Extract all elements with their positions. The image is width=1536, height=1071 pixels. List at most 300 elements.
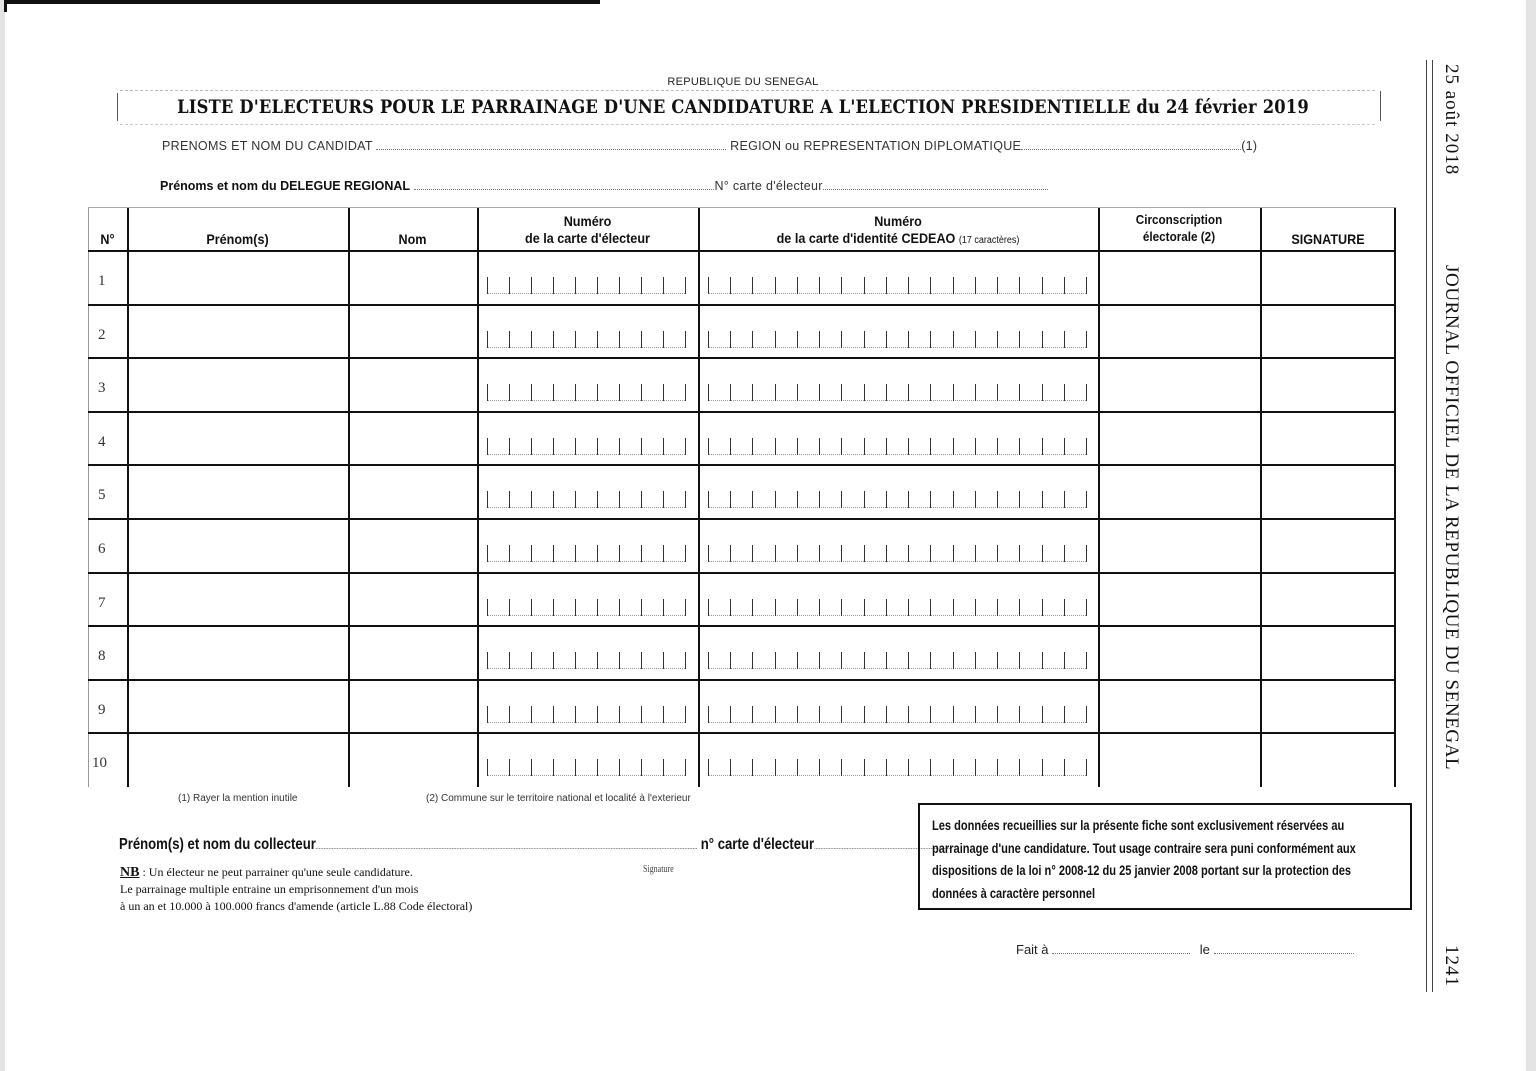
char-slot-baseline — [487, 507, 685, 509]
cedeao-header-line1: Numéro — [874, 213, 922, 229]
char-slot-tick — [975, 652, 976, 669]
column-header-num: N° — [100, 231, 115, 247]
char-slot-tick — [487, 545, 488, 562]
char-slot-tick — [708, 277, 709, 294]
document-title: LISTE D'ELECTEURS POUR LE PARRAINAGE D'UNE CANDIDATURE A L'ELECTION PRESIDENTIELLE du 24 février 2019 — [177, 96, 1309, 118]
signature-cell[interactable] — [1262, 305, 1394, 357]
title-rule-top — [120, 90, 1375, 91]
table-row — [88, 412, 1396, 466]
char-slot-tick — [708, 706, 709, 723]
char-slot-tick — [953, 706, 954, 723]
table-row — [88, 251, 1396, 305]
char-slot-tick — [775, 277, 776, 294]
char-slot-tick — [864, 652, 865, 669]
char-slot-tick — [575, 759, 576, 776]
delegate-label: Prénoms et nom du DELEGUE REGIONAL — [160, 179, 411, 193]
char-slot-tick — [553, 706, 554, 723]
char-slot-tick — [1064, 545, 1065, 562]
region-input-line[interactable] — [1021, 139, 1241, 150]
char-slot-tick — [1086, 491, 1087, 508]
char-slot-tick — [553, 331, 554, 348]
fait-input-line[interactable] — [1052, 943, 1190, 954]
notice-text: Les données recueillies sur la présente fiche sont exclusivement réservées au parrainage d'une candidature. Tout usage contraire sera puni conformément aux dispositions de la loi n° 2008-12 du 25 janvier 2008 portant sur la protection des données à caractère personnel — [932, 818, 1356, 901]
char-slot-tick — [1086, 438, 1087, 455]
voter-card-number-input[interactable] — [487, 358, 685, 412]
char-slot-tick — [575, 491, 576, 508]
char-slot-tick — [1042, 706, 1043, 723]
nom-cell[interactable] — [350, 465, 477, 517]
char-slot-tick — [997, 706, 998, 723]
voter-card-number-input[interactable] — [487, 680, 685, 734]
char-slot-tick — [708, 599, 709, 616]
cedeao-number-input[interactable] — [708, 251, 1086, 305]
char-slot-tick — [1064, 438, 1065, 455]
row-number: 5 — [98, 487, 106, 503]
char-slot-tick — [908, 652, 909, 669]
table-row — [88, 519, 1396, 573]
voter-card-number-input[interactable] — [487, 251, 685, 305]
char-slot-tick — [841, 438, 842, 455]
char-slot-tick — [1019, 545, 1020, 562]
signature-cell[interactable] — [1262, 680, 1394, 732]
char-slot-tick — [597, 706, 598, 723]
char-slot-tick — [908, 706, 909, 723]
char-slot-tick — [597, 384, 598, 401]
char-slot-tick — [509, 331, 510, 348]
char-slot-tick — [1086, 331, 1087, 348]
char-slot-tick — [663, 331, 664, 348]
prenom-cell[interactable] — [129, 465, 348, 517]
char-slot-tick — [597, 331, 598, 348]
char-slot-tick — [975, 706, 976, 723]
prenom-cell[interactable] — [129, 412, 348, 464]
char-slot-baseline — [708, 561, 1086, 563]
char-slot-tick — [663, 652, 664, 669]
char-slot-baseline — [708, 668, 1086, 670]
char-slot-tick — [797, 599, 798, 616]
char-slot-tick — [663, 491, 664, 508]
char-slot-baseline — [708, 293, 1086, 295]
char-slot-tick — [930, 331, 931, 348]
footnote-1: (1) Rayer la mention inutile — [178, 793, 298, 804]
voter-card-number-input[interactable] — [487, 573, 685, 627]
char-slot-tick — [886, 545, 887, 562]
char-slot-tick — [1086, 545, 1087, 562]
char-slot-tick — [1042, 438, 1043, 455]
column-header-signature: SIGNATURE — [1291, 231, 1365, 247]
char-slot-tick — [531, 491, 532, 508]
signature-cell[interactable] — [1262, 733, 1394, 785]
char-slot-tick — [886, 599, 887, 616]
voter-card-header-line1: Numéro — [563, 213, 612, 229]
char-slot-tick — [641, 652, 642, 669]
cedeao-number-input[interactable] — [708, 519, 1086, 573]
nb-label: NB — [120, 865, 140, 880]
cedeao-number-input[interactable] — [708, 305, 1086, 359]
circonscription-cell[interactable] — [1100, 680, 1260, 732]
char-slot-tick — [663, 277, 664, 294]
char-slot-tick — [1042, 759, 1043, 776]
char-slot-tick — [685, 277, 686, 294]
char-slot-tick — [908, 491, 909, 508]
voter-card-number-input[interactable] — [487, 305, 685, 359]
footnote-2: (2) Commune sur le territoire national et localité à l'exterieur — [426, 793, 691, 804]
char-slot-tick — [619, 599, 620, 616]
circonscription-cell[interactable] — [1100, 626, 1260, 678]
table-row — [88, 305, 1396, 359]
table-row — [88, 465, 1396, 519]
nom-cell[interactable] — [350, 412, 477, 464]
char-slot-tick — [975, 545, 976, 562]
char-slot-tick — [708, 384, 709, 401]
char-slot-tick — [730, 438, 731, 455]
char-slot-tick — [841, 759, 842, 776]
char-slot-tick — [841, 652, 842, 669]
char-slot-baseline — [708, 347, 1086, 349]
char-slot-tick — [575, 438, 576, 455]
char-slot-tick — [575, 384, 576, 401]
char-slot-tick — [819, 277, 820, 294]
prenom-cell[interactable] — [129, 573, 348, 625]
table-top-border — [88, 207, 1396, 208]
char-slot-tick — [997, 331, 998, 348]
char-slot-tick — [641, 438, 642, 455]
prenom-cell[interactable] — [129, 626, 348, 678]
char-slot-tick — [819, 759, 820, 776]
char-slot-tick — [752, 599, 753, 616]
char-slot-baseline — [487, 775, 685, 777]
voter-card-number-input[interactable] — [487, 412, 685, 466]
country-heading: REPUBLIQUE DU SENEGAL — [667, 76, 819, 88]
char-slot-tick — [953, 759, 954, 776]
row-number: 2 — [98, 327, 106, 343]
char-slot-tick — [619, 652, 620, 669]
char-slot-tick — [953, 491, 954, 508]
scan-edge-corner — [4, 0, 7, 12]
voter-card-number-input[interactable] — [487, 465, 685, 519]
char-slot-tick — [641, 491, 642, 508]
row-number: 6 — [98, 541, 106, 557]
char-slot-tick — [908, 759, 909, 776]
char-slot-tick — [975, 759, 976, 776]
signature-cell[interactable] — [1262, 626, 1394, 678]
nom-cell[interactable] — [350, 680, 477, 732]
delegate-card-input-line[interactable] — [823, 179, 1048, 190]
char-slot-tick — [908, 599, 909, 616]
collector-name-input-line[interactable] — [316, 838, 697, 849]
char-slot-tick — [575, 652, 576, 669]
nb-line1: : Un électeur ne peut parrainer qu'une seule candidature. — [139, 865, 413, 879]
column-header-cedeao — [718, 213, 1078, 249]
nom-cell[interactable] — [350, 626, 477, 678]
signature-cell[interactable] — [1262, 465, 1394, 517]
char-slot-tick — [685, 491, 686, 508]
nb-line2: Le parrainage multiple entraine un emprisonnement d'un mois — [120, 882, 419, 896]
char-slot-baseline — [708, 454, 1086, 456]
char-slot-tick — [663, 545, 664, 562]
char-slot-tick — [553, 545, 554, 562]
le-input-line[interactable] — [1214, 943, 1354, 954]
prenom-cell[interactable] — [129, 251, 348, 303]
char-slot-tick — [509, 652, 510, 669]
char-slot-tick — [908, 545, 909, 562]
circonscription-cell[interactable] — [1100, 305, 1260, 357]
char-slot-tick — [531, 277, 532, 294]
char-slot-tick — [908, 384, 909, 401]
char-slot-tick — [841, 599, 842, 616]
cedeao-number-input[interactable] — [708, 680, 1086, 734]
row-number: 3 — [98, 380, 106, 396]
region-label: REGION ou REPRESENTATION DIPLOMATIQUE — [730, 139, 1022, 153]
margin-rule-outer — [1426, 60, 1427, 992]
char-slot-tick — [819, 545, 820, 562]
prenom-cell[interactable] — [129, 680, 348, 732]
char-slot-tick — [1019, 599, 1020, 616]
char-slot-tick — [1086, 652, 1087, 669]
char-slot-tick — [1064, 706, 1065, 723]
char-slot-baseline — [708, 507, 1086, 509]
char-slot-tick — [752, 331, 753, 348]
signature-cell[interactable] — [1262, 358, 1394, 410]
table-row — [88, 358, 1396, 412]
char-slot-tick — [730, 384, 731, 401]
char-slot-tick — [1019, 759, 1020, 776]
char-slot-tick — [1042, 599, 1043, 616]
char-slot-tick — [531, 599, 532, 616]
prenom-cell[interactable] — [129, 305, 348, 357]
voter-card-number-input[interactable] — [487, 626, 685, 680]
scan-edge-left — [0, 0, 5, 1071]
char-slot-baseline — [487, 722, 685, 724]
le-label: le — [1199, 942, 1210, 957]
char-slot-tick — [797, 331, 798, 348]
char-slot-tick — [641, 706, 642, 723]
signature-cell[interactable] — [1262, 573, 1394, 625]
voter-card-number-input[interactable] — [487, 519, 685, 573]
char-slot-tick — [597, 599, 598, 616]
char-slot-tick — [886, 759, 887, 776]
char-slot-tick — [1086, 759, 1087, 776]
char-slot-tick — [1019, 652, 1020, 669]
char-slot-tick — [641, 759, 642, 776]
char-slot-tick — [908, 438, 909, 455]
char-slot-baseline — [487, 293, 685, 295]
char-slot-tick — [553, 599, 554, 616]
char-slot-tick — [575, 706, 576, 723]
char-slot-tick — [531, 384, 532, 401]
cedeao-header-note: (17 caractères) — [958, 235, 1020, 246]
char-slot-tick — [752, 277, 753, 294]
nom-cell[interactable] — [350, 519, 477, 571]
table-row — [88, 733, 1396, 787]
char-slot-tick — [975, 331, 976, 348]
char-slot-tick — [663, 438, 664, 455]
char-slot-tick — [531, 331, 532, 348]
char-slot-tick — [1064, 652, 1065, 669]
char-slot-tick — [487, 652, 488, 669]
char-slot-tick — [1064, 331, 1065, 348]
nom-cell[interactable] — [350, 251, 477, 303]
voter-card-number-input[interactable] — [487, 733, 685, 787]
cedeao-number-input[interactable] — [708, 358, 1086, 412]
char-slot-tick — [841, 277, 842, 294]
char-slot-tick — [1019, 331, 1020, 348]
char-slot-tick — [975, 384, 976, 401]
prenom-cell[interactable] — [129, 519, 348, 571]
scan-edge-top — [4, 0, 600, 4]
nb-note — [120, 864, 472, 915]
cedeao-number-input[interactable] — [708, 465, 1086, 519]
char-slot-tick — [730, 599, 731, 616]
char-slot-tick — [531, 545, 532, 562]
char-slot-tick — [509, 491, 510, 508]
region-note: (1) — [1241, 139, 1258, 153]
char-slot-tick — [953, 384, 954, 401]
char-slot-tick — [953, 277, 954, 294]
char-slot-tick — [819, 438, 820, 455]
char-slot-tick — [841, 331, 842, 348]
char-slot-tick — [1064, 491, 1065, 508]
char-slot-tick — [685, 599, 686, 616]
char-slot-tick — [775, 331, 776, 348]
char-slot-tick — [886, 706, 887, 723]
delegate-card-label: N° carte d'électeur — [714, 179, 823, 193]
char-slot-tick — [864, 599, 865, 616]
char-slot-tick — [641, 599, 642, 616]
circonscription-cell[interactable] — [1100, 251, 1260, 303]
circonscription-cell[interactable] — [1100, 465, 1260, 517]
fait-label: Fait à — [1016, 942, 1049, 957]
char-slot-baseline — [487, 668, 685, 670]
char-slot-tick — [575, 545, 576, 562]
circonscription-cell[interactable] — [1100, 358, 1260, 410]
char-slot-tick — [1042, 652, 1043, 669]
char-slot-tick — [597, 545, 598, 562]
nom-cell[interactable] — [350, 733, 477, 785]
char-slot-tick — [953, 545, 954, 562]
delegate-field — [160, 177, 1048, 195]
char-slot-tick — [797, 545, 798, 562]
delegate-input-line[interactable] — [414, 179, 714, 190]
char-slot-tick — [553, 759, 554, 776]
char-slot-tick — [730, 706, 731, 723]
char-slot-tick — [1042, 277, 1043, 294]
char-slot-tick — [619, 545, 620, 562]
char-slot-tick — [663, 384, 664, 401]
circonscription-cell[interactable] — [1100, 573, 1260, 625]
char-slot-tick — [997, 599, 998, 616]
char-slot-tick — [685, 384, 686, 401]
char-slot-tick — [841, 706, 842, 723]
char-slot-tick — [1064, 384, 1065, 401]
cedeao-number-input[interactable] — [708, 412, 1086, 466]
voter-card-header-line2: de la carte d'électeur — [525, 230, 650, 246]
char-slot-tick — [930, 277, 931, 294]
char-slot-tick — [619, 706, 620, 723]
column-header-nom: Nom — [398, 231, 427, 247]
char-slot-tick — [553, 438, 554, 455]
signature-cell[interactable] — [1262, 251, 1394, 303]
char-slot-tick — [708, 545, 709, 562]
cedeao-header-line2: de la carte d'identité CEDEAO — [776, 230, 956, 246]
char-slot-tick — [487, 491, 488, 508]
signature-cell[interactable] — [1262, 412, 1394, 464]
prenom-cell[interactable] — [129, 358, 348, 410]
char-slot-tick — [797, 384, 798, 401]
char-slot-tick — [531, 706, 532, 723]
char-slot-tick — [886, 277, 887, 294]
circonscription-cell[interactable] — [1100, 733, 1260, 785]
nom-cell[interactable] — [350, 573, 477, 625]
nom-cell[interactable] — [350, 358, 477, 410]
column-header-voter-card — [488, 213, 687, 247]
char-slot-tick — [819, 706, 820, 723]
char-slot-tick — [797, 438, 798, 455]
char-slot-tick — [819, 331, 820, 348]
char-slot-tick — [886, 491, 887, 508]
char-slot-tick — [685, 331, 686, 348]
circonscription-cell[interactable] — [1100, 519, 1260, 571]
char-slot-tick — [775, 545, 776, 562]
char-slot-tick — [797, 491, 798, 508]
char-slot-tick — [487, 438, 488, 455]
nom-cell[interactable] — [350, 305, 477, 357]
char-slot-tick — [1042, 491, 1043, 508]
char-slot-tick — [553, 491, 554, 508]
char-slot-tick — [819, 491, 820, 508]
char-slot-baseline — [487, 347, 685, 349]
char-slot-tick — [619, 384, 620, 401]
char-slot-tick — [997, 545, 998, 562]
prenom-cell[interactable] — [129, 733, 348, 785]
cedeao-number-input[interactable] — [708, 573, 1086, 627]
char-slot-tick — [619, 491, 620, 508]
char-slot-tick — [730, 652, 731, 669]
char-slot-tick — [752, 545, 753, 562]
row-number: 1 — [98, 273, 106, 289]
circonscription-cell[interactable] — [1100, 412, 1260, 464]
char-slot-baseline — [487, 615, 685, 617]
candidate-input-line[interactable] — [376, 139, 726, 150]
char-slot-tick — [775, 599, 776, 616]
signature-cell[interactable] — [1262, 519, 1394, 571]
cedeao-number-input[interactable] — [708, 733, 1086, 787]
char-slot-baseline — [708, 400, 1086, 402]
char-slot-tick — [553, 277, 554, 294]
char-slot-tick — [930, 706, 931, 723]
char-slot-tick — [663, 599, 664, 616]
cedeao-number-input[interactable] — [708, 626, 1086, 680]
char-slot-tick — [487, 277, 488, 294]
char-slot-tick — [797, 759, 798, 776]
char-slot-tick — [1042, 384, 1043, 401]
margin-date: 25 août 2018 — [1441, 64, 1462, 176]
char-slot-tick — [953, 652, 954, 669]
char-slot-tick — [975, 438, 976, 455]
char-slot-tick — [930, 545, 931, 562]
char-slot-tick — [619, 331, 620, 348]
title-rule-bottom — [120, 124, 1375, 125]
char-slot-tick — [509, 545, 510, 562]
char-slot-tick — [908, 331, 909, 348]
char-slot-tick — [864, 491, 865, 508]
char-slot-tick — [864, 545, 865, 562]
char-slot-tick — [775, 652, 776, 669]
char-slot-tick — [775, 759, 776, 776]
char-slot-tick — [487, 599, 488, 616]
row-number: 4 — [98, 434, 106, 450]
char-slot-tick — [930, 438, 931, 455]
